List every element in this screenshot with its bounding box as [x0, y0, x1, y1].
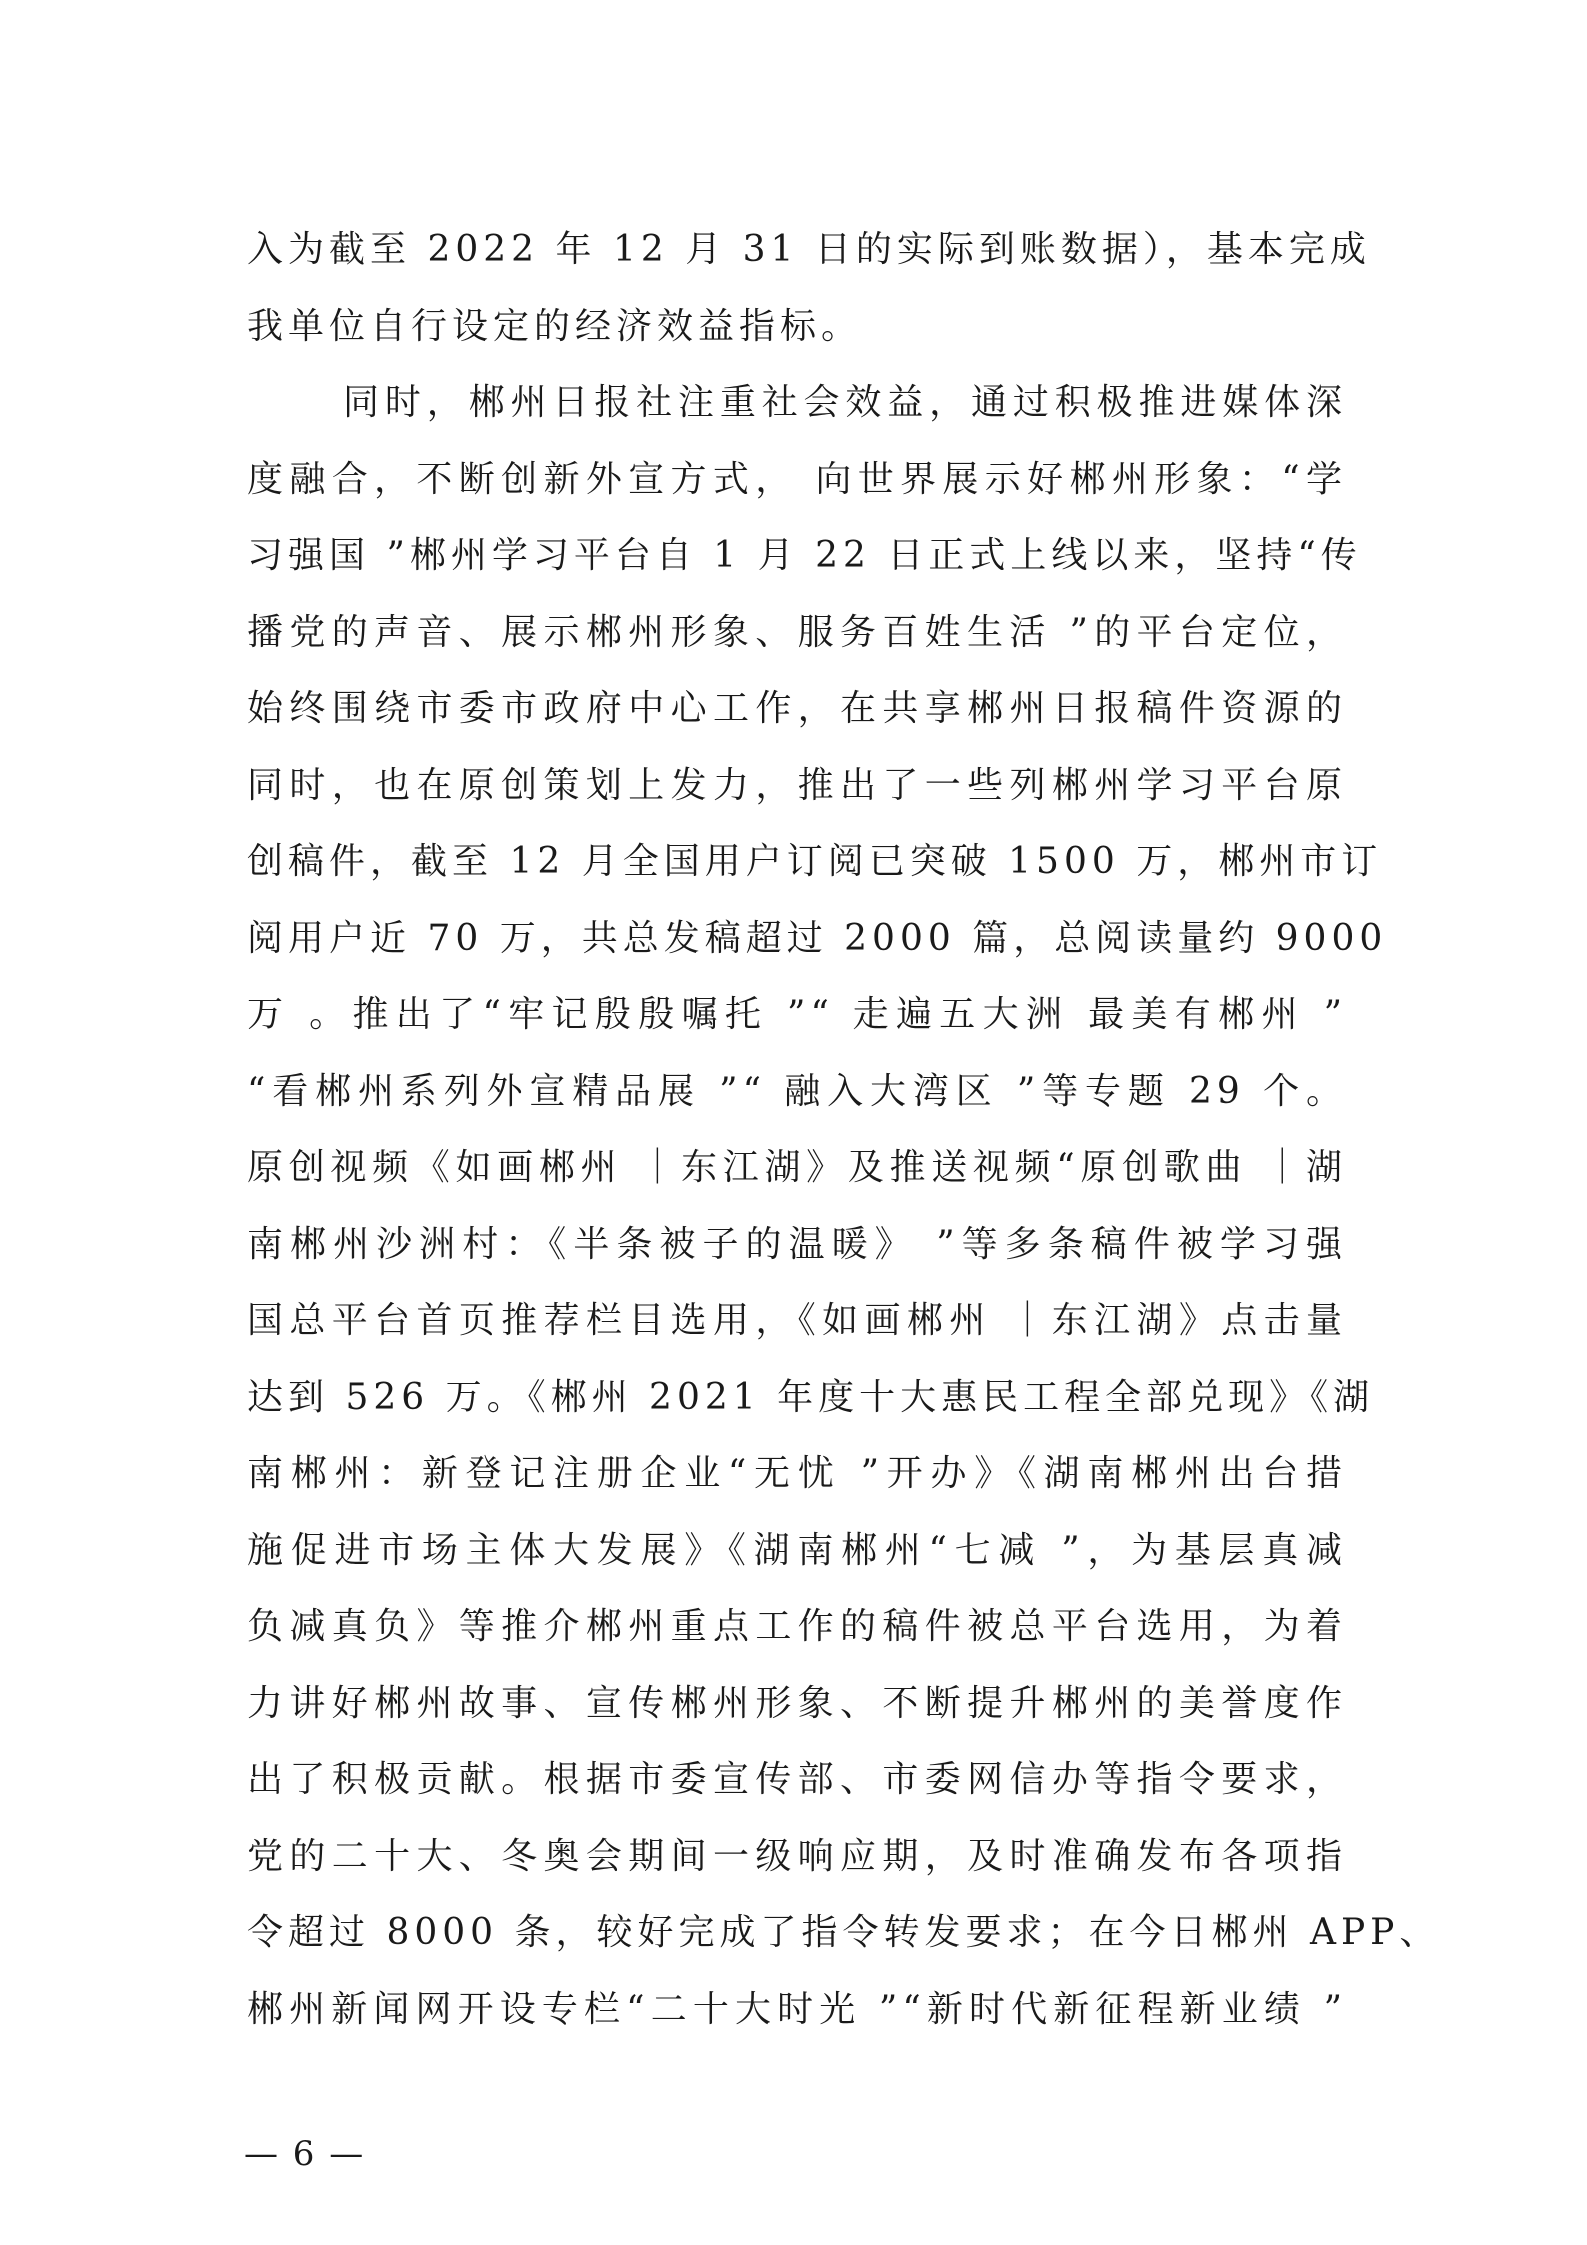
text-line: 播党的声音、展示郴州形象、服务百姓生活 ”的平台定位，	[247, 611, 1347, 653]
text-line: 始终围绕市委市政府中心工作，在共享郴州日报稿件资源的	[247, 688, 1347, 729]
text-line: 万 。推出了“牢记殷殷嘱托 ”“ 走遍五大洲 最美有郴州 ”	[247, 994, 1347, 1035]
page-number: — 6 —	[244, 2134, 366, 2174]
text-line: 施促进市场主体大发展》《湖南郴州“七减 ”，为基层真减	[247, 1529, 1347, 1571]
text-line: 党的二十大、冬奥会期间一级响应期，及时准确发布各项指	[247, 1835, 1347, 1877]
text-line: 出了积极贡献。根据市委宣传部、市委网信办等指令要求，	[247, 1759, 1347, 1800]
text-line: 郴州新闻网开设专栏“二十大时光 ”“新时代新征程新业绩 ”	[247, 1988, 1347, 2030]
text-line: 负减真负》等推介郴州重点工作的稿件被总平台选用，为着	[247, 1606, 1347, 1647]
text-line: 令超过 8000 条，较好完成了指令转发要求；在今日郴州 APP、	[247, 1912, 1441, 1953]
text-line: 阅用户近 70 万，共总发稿超过 2000 篇，总阅读量约 9000	[247, 917, 1388, 959]
text-line: 创稿件，截至 12 月全国用户订阅已突破 1500 万，郴州市订	[247, 841, 1383, 882]
text-line: 国总平台首页推荐栏目选用，《如画郴州 ｜东江湖》点击量	[247, 1300, 1347, 1341]
text-line: 达到 526 万。《郴州 2021 年度十大惠民工程全部兑现》《湖	[247, 1376, 1375, 1418]
body-text	[247, 212, 1441, 2048]
text-line: 入为截至 2022 年 12 月 31 日的实际到账数据），基本完成	[247, 229, 1371, 270]
text-line: 习强国 ”郴州学习平台自 1 月 22 日正式上线以来，坚持“传	[247, 535, 1362, 576]
text-line: 原创视频《如画郴州 ｜东江湖》及推送视频“原创歌曲 ｜湖	[247, 1147, 1347, 1188]
text-line: 力讲好郴州故事、宣传郴州形象、不断提升郴州的美誉度作	[247, 1682, 1347, 1724]
text-line: 度融合，不断创新外宣方式， 向世界展示好郴州形象：“学	[247, 458, 1347, 500]
paragraph-start-line: 同时，郴州日报社注重社会效益，通过积极推进媒体深	[343, 382, 1347, 423]
text-line: 南郴州：新登记注册企业“无忧 ”开办》《湖南郴州出台措	[247, 1453, 1347, 1494]
text-line: 同时，也在原创策划上发力，推出了一些列郴州学习平台原	[247, 764, 1347, 806]
text-line: “看郴州系列外宣精品展 ”“ 融入大湾区 ”等专题 29 个。	[247, 1070, 1347, 1112]
text-line: 我单位自行设定的经济效益指标。	[247, 305, 863, 347]
text-line: 南郴州沙洲村：《半条被子的温暖》 ”等多条稿件被学习强	[247, 1223, 1347, 1265]
